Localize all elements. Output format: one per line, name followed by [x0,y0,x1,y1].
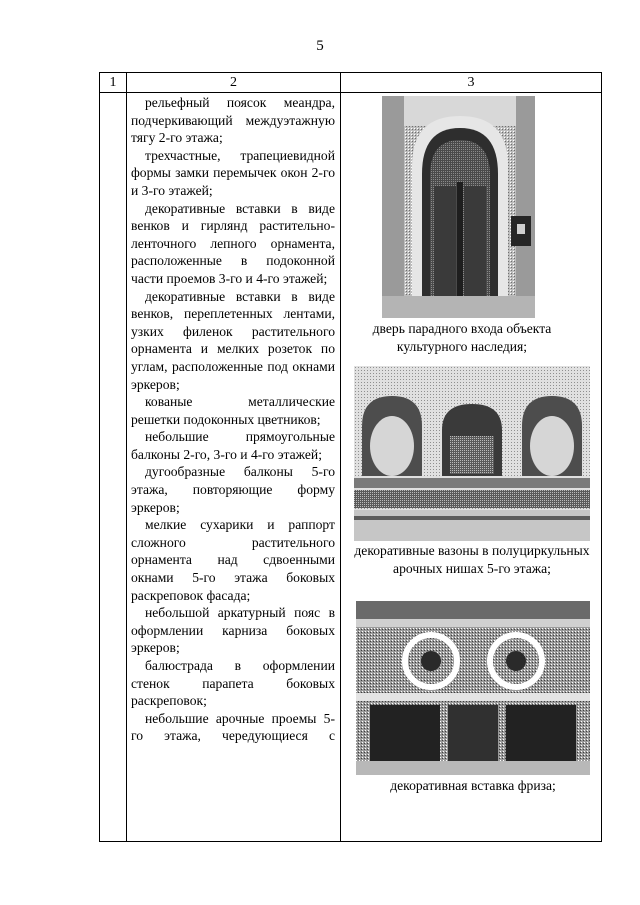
list-item: дугообразные балконы 5-го этажа, повторяющие форму эркеров; [131,464,335,515]
header-col-3: 3 [467,75,475,90]
table-right-border [601,72,602,842]
list-item: рельефный поясок меандра, подчеркивающий междуэтажную тягу 2-го этажа; [131,95,335,146]
table-header-separator [99,92,602,93]
list-item: кованые металлические решетки подоконных цветников; [131,394,335,427]
frieze-insert-photo [356,601,590,775]
vases-in-niches-caption: декоративные вазоны в полуциркульных арочных нишах 5-го этажа; [354,543,590,576]
list-item: мелкие сухарики и раппорт сложного растительного орнамента над сдвоенными окнами 5-го этажа боковых раскреповок фасада; [131,517,335,603]
list-item: небольшие арочные проемы 5-го этажа, чередующиеся с [131,710,335,744]
table-top-border [99,72,602,73]
column-2-text [131,94,335,745]
frieze-insert-caption: декоративная вставка фриза; [390,778,556,793]
table-col-divider-2 [340,72,341,842]
entrance-door-caption: дверь парадного входа объекта культурного наследия; [372,321,552,354]
entrance-door-photo [382,96,535,318]
list-item: небольшие прямоугольные балконы 2-го, 3-го и 4-го этажей; [131,429,335,462]
page-number: 5 [316,38,324,54]
header-col-1: 1 [109,75,117,90]
list-item: декоративные вставки в виде венков, переплетенных лентами, узких филенок растительного орнамента и мелких розеток по углам, расположенные под окнами эркеров; [131,288,335,392]
header-col-2: 2 [230,75,237,90]
list-item: балюстрада в оформлении стенок парапета боковых раскреповок; [131,658,335,709]
table-col-divider-1 [126,72,127,842]
vases-in-niches-photo [354,366,590,541]
table-bottom-border [99,841,602,842]
list-item: трехчастные, трапециевидной формы замки перемычек окон 2-го и 3-го этажей; [131,147,335,198]
list-item: небольшой аркатурный пояс в оформлении карниза боковых эркеров; [131,605,335,656]
list-item: декоративные вставки в виде венков и гирлянд растительно-ленточного лепного орнамента, расположенные в подоконной части проемов 3-го и 4-го этажей; [131,200,335,286]
table-left-border [99,72,100,842]
